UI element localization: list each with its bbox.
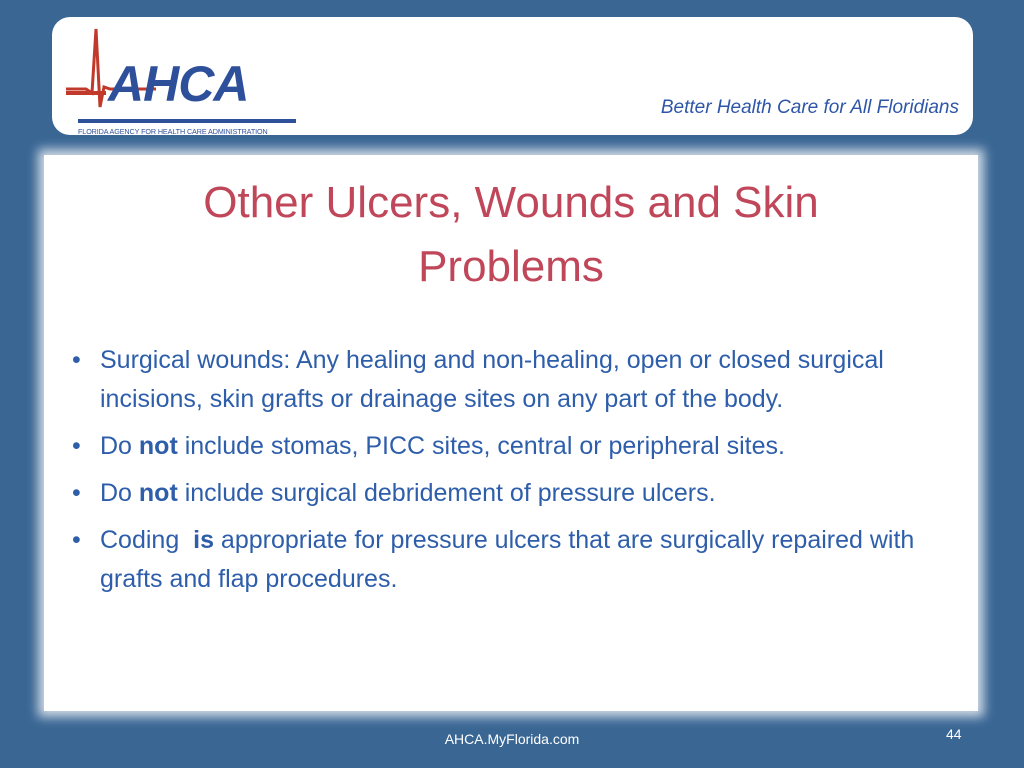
bullet-item <box>72 341 962 419</box>
footer-url: AHCA.MyFlorida.com <box>444 731 580 747</box>
slide-content <box>44 155 978 711</box>
bullet-text-pre: Do <box>100 479 139 507</box>
logo-rule <box>78 119 296 123</box>
bullet-text: Surgical wounds: Any healing and non-healing, open or closed surgical incisions, skin grafts or drainage sites on any part of the body. <box>100 346 884 413</box>
bullet-text-post: include stomas, PICC sites, central or peripheral sites. <box>177 432 785 460</box>
bullet-text-post: include surgical debridement of pressure ulcers. <box>177 479 716 507</box>
ahca-logo <box>66 27 286 136</box>
slide-title-line-2: Problems <box>418 242 604 291</box>
bullet-item <box>72 474 962 513</box>
bullet-icon: • <box>72 432 81 460</box>
slide-title <box>44 171 978 299</box>
bullet-item <box>72 521 962 599</box>
tagline: Better Health Care for All Floridians <box>660 97 959 118</box>
logo-subtitle: FLORIDA AGENCY FOR HEALTH CARE ADMINISTRATION <box>78 127 268 136</box>
header-banner <box>52 17 973 135</box>
slide-title-line-1: Other Ulcers, Wounds and Skin <box>203 178 819 227</box>
bullet-text-bold: not <box>138 432 178 460</box>
bullet-text-pre: Coding <box>100 526 194 554</box>
bullet-item <box>72 427 962 466</box>
bullet-text-bold: not <box>138 479 178 507</box>
bullet-icon: • <box>72 479 81 507</box>
bullet-icon: • <box>72 526 81 554</box>
bullet-icon: • <box>72 346 81 374</box>
bullet-text-post: appropriate for pressure ulcers that are surgically repaired with grafts and flap procedures. <box>100 526 915 593</box>
logo-wordmark: AHCA <box>108 56 249 112</box>
page-number: 44 <box>946 726 962 742</box>
bullet-list <box>72 341 962 607</box>
bullet-text-pre: Do <box>100 432 139 460</box>
bullet-text-bold: is <box>193 526 214 554</box>
